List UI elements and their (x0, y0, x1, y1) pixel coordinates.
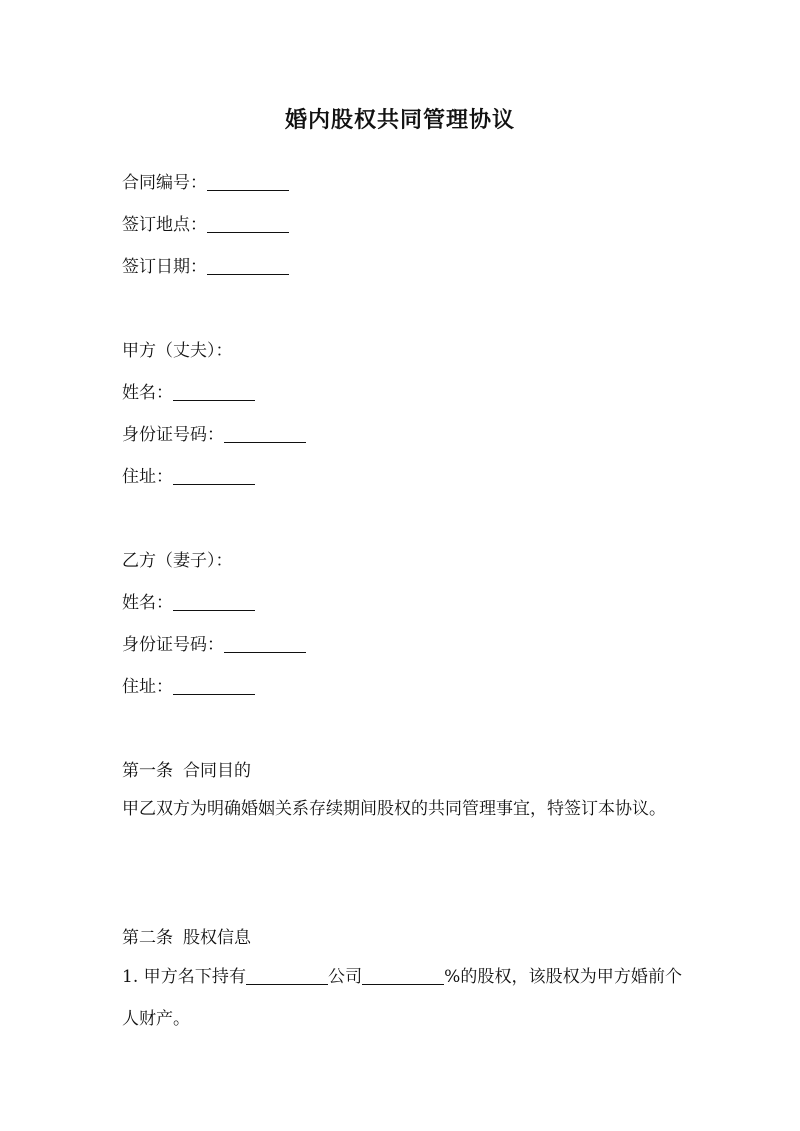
party-b-name-field[interactable] (173, 592, 255, 611)
party-a-name-line (122, 378, 682, 408)
party-b-id-field[interactable] (224, 634, 306, 653)
article-2-item-1 (122, 956, 682, 1040)
party-a-name-field[interactable] (173, 382, 255, 401)
party-a-address-label: 住址： (122, 467, 173, 487)
signing-place-label: 签订地点： (122, 215, 207, 235)
article-2-item-1-prefix: 1. 甲方名下持有 (122, 967, 246, 987)
party-b-address-line (122, 672, 682, 702)
contract-number-label: 合同编号： (122, 173, 207, 193)
signing-place-field[interactable] (207, 214, 289, 233)
party-b-name-label: 姓名： (122, 593, 173, 613)
party-b-address-field[interactable] (173, 676, 255, 695)
share-percentage-field[interactable] (362, 966, 444, 985)
party-b-name-line (122, 588, 682, 618)
party-b-id-line (122, 630, 682, 660)
article-1-number: 第一条 (122, 761, 173, 781)
party-b-address-label: 住址： (122, 677, 173, 697)
article-1-text: 甲乙双方为明确婚姻关系存续期间股权的共同管理事宜，特签订本协议。 (122, 799, 666, 819)
article-1-heading (122, 756, 682, 786)
article-2-number: 第二条 (122, 928, 173, 948)
party-a-id-label: 身份证号码： (122, 425, 224, 445)
party-a-id-line (122, 420, 682, 450)
party-a-name-label: 姓名： (122, 383, 173, 403)
signing-place-line (122, 210, 682, 240)
signing-date-field[interactable] (207, 256, 289, 275)
article-2-heading (122, 923, 682, 953)
party-b-heading: 乙方（妻子）： (122, 551, 233, 571)
party-b-id-label: 身份证号码： (122, 635, 224, 655)
contract-number-line (122, 168, 682, 198)
document-title: 婚内股权共同管理协议 (284, 107, 515, 133)
party-a-address-line (122, 462, 682, 492)
article-2-item-1-company: 公司 (328, 967, 363, 987)
signing-date-line (122, 252, 682, 282)
company-name-field[interactable] (246, 966, 328, 985)
article-1-title: 合同目的 (183, 761, 251, 781)
contract-number-field[interactable] (207, 172, 289, 191)
article-2-item-1-suffix: %的股权，该股权为甲方婚前个人财产。 (122, 967, 683, 1029)
party-a-id-field[interactable] (224, 424, 306, 443)
party-a-address-field[interactable] (173, 466, 255, 485)
article-2-title: 股权信息 (183, 928, 251, 948)
signing-date-label: 签订日期： (122, 257, 207, 277)
party-a-heading: 甲方（丈夫）： (122, 341, 233, 361)
